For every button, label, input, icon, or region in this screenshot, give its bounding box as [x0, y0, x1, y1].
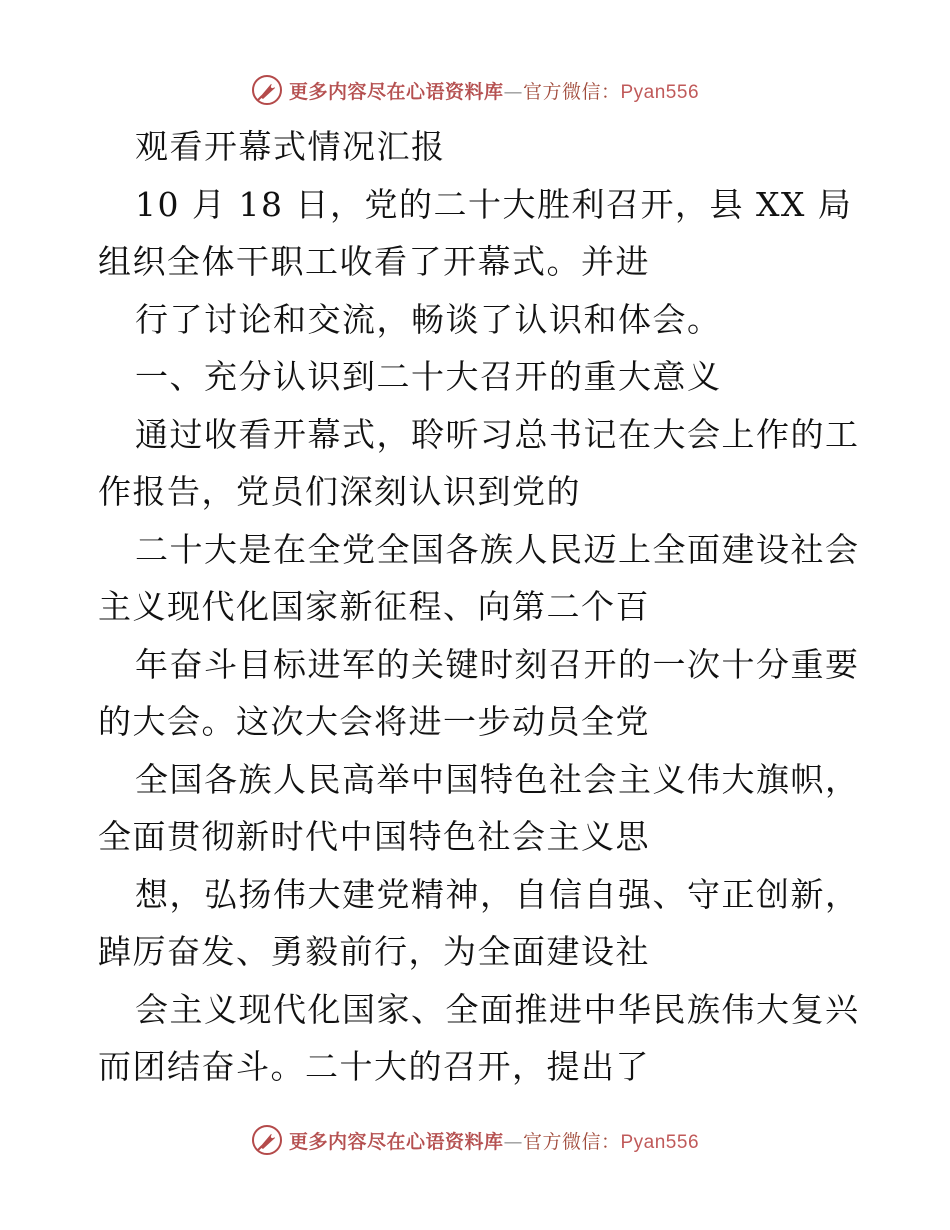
text-line: 全国各族人民高举中国特色社会主义伟大旗帜，: [135, 759, 860, 799]
watermark-dash: —: [503, 80, 523, 103]
header-watermark: [0, 70, 950, 110]
watermark-wechat-label: 官方微信：: [522, 1130, 621, 1153]
text-line: 的大会。这次大会将进一步动员全党: [98, 702, 650, 741]
text-line: 通过收看开幕式，聆听习总书记在大会上作的工: [135, 414, 860, 454]
pen-nib-logo-icon: [251, 74, 283, 106]
text-line: 作报告，党员们深刻认识到党的: [98, 472, 581, 511]
pen-nib-logo-icon: [251, 1124, 283, 1156]
text-line: 踔厉奋发、勇毅前行，为全面建设社: [98, 932, 650, 971]
watermark-wechat-id: Pyan556: [620, 1131, 700, 1153]
text-line: 二十大是在全党全国各族人民迈上全面建设社会: [135, 529, 860, 569]
watermark-slogan: 更多内容尽在心语资料库: [288, 80, 504, 103]
text-line: 会主义现代化国家、全面推进中华民族伟大复兴: [135, 989, 860, 1029]
watermark-slogan: 更多内容尽在心语资料库: [288, 1130, 504, 1153]
text-line: 年奋斗目标进军的关键时刻召开的一次十分重要: [135, 644, 860, 684]
text-line: 组织全体干职工收看了开幕式。并进: [98, 242, 650, 281]
watermark-text: [289, 1127, 699, 1154]
section-heading: 一、充分认识到二十大召开的重大意义: [135, 357, 722, 396]
watermark-wechat-id: Pyan556: [620, 81, 700, 103]
text-line: 10 月 18 日，党的二十大胜利召开，县 XX 局: [135, 184, 853, 224]
text-line: 想，弘扬伟大建党精神，自信自强、守正创新，: [135, 874, 860, 914]
watermark-wechat-label: 官方微信：: [522, 80, 621, 103]
watermark-dash: —: [503, 1130, 523, 1153]
text-line: 全面贯彻新时代中国特色社会主义思: [98, 817, 650, 856]
watermark-text: [289, 77, 699, 104]
document-title: 观看开幕式情况汇报: [135, 127, 446, 166]
text-line: 主义现代化国家新征程、向第二个百: [98, 587, 650, 626]
text-line: 而团结奋斗。二十大的召开，提出了: [98, 1047, 650, 1086]
footer-watermark: [0, 1120, 950, 1160]
text-line: 行了讨论和交流，畅谈了认识和体会。: [135, 299, 722, 339]
document-body: [98, 118, 858, 1096]
